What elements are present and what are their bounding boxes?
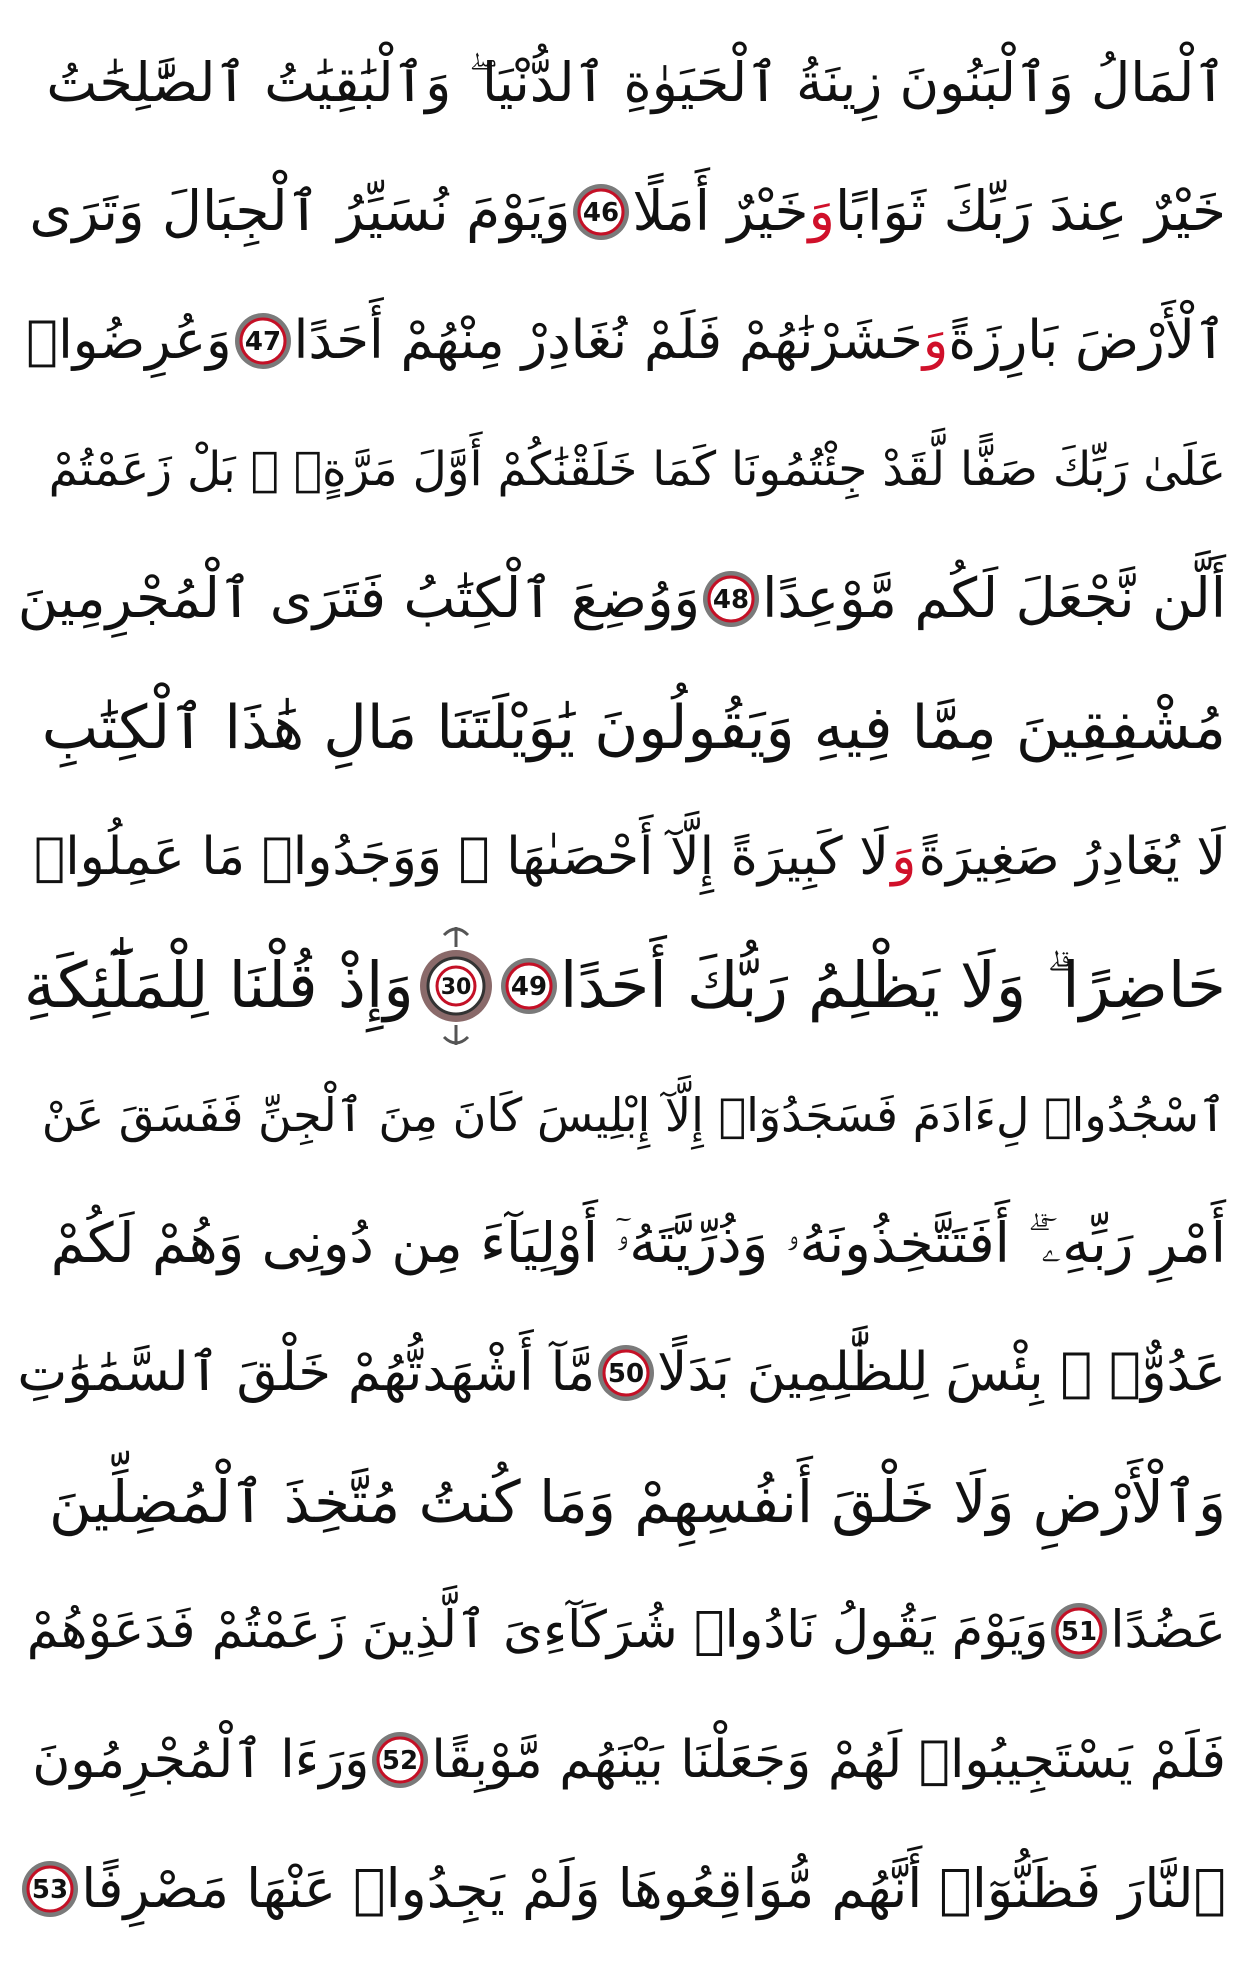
verse-text: ٱلنَّارَ فَظَنُّوٓا۟ أَنَّهُم مُّوَاقِعُوهَا وَلَمْ يَجِدُوا۟ عَنْهَا مَصْرِفًا xyxy=(81,1856,1226,1920)
verse-line xyxy=(34,1050,1226,1179)
ayah-number: 48 xyxy=(712,584,750,615)
verse-text: وَرَءَا ٱلْمُجْرِمُونَ xyxy=(32,1729,370,1790)
juz-number: 30 xyxy=(440,974,472,1000)
verse-line xyxy=(26,1566,1226,1695)
verse-line xyxy=(34,1437,1226,1566)
verse-text: خَيْرٌ عِندَ رَبِّكَ ثَوَابًا xyxy=(835,179,1226,243)
verse-text: وَيَوْمَ نُسَيِّرُ ٱلْجِبَالَ وَتَرَى xyxy=(29,179,571,243)
ayah-number: 51 xyxy=(1061,1616,1098,1647)
verse-text: حَشَرْنَٰهُمْ فَلَمْ نُغَادِرْ مِنْهُمْ أَحَدًا xyxy=(293,310,923,371)
ayah-number-marker xyxy=(1048,1600,1110,1662)
verse-line xyxy=(34,1179,1226,1308)
ayah-number-marker xyxy=(570,181,632,243)
verse-text: لَا يُغَادِرُ صَغِيرَةً xyxy=(918,826,1226,887)
verse-line xyxy=(26,276,1226,405)
verse-text: وَيَوْمَ يَقُولُ نَادُوا۟ شُرَكَآءِىَ ٱلَّذِينَ زَعَمْتُمْ فَدَعَوْهُمْ xyxy=(26,1601,1049,1660)
ayah-number-marker xyxy=(595,1342,657,1404)
verse-text: وَإِذْ قُلْنَا لِلْمَلَٰٓئِكَةِ xyxy=(23,949,414,1022)
ayah-number: 52 xyxy=(382,1745,419,1776)
verse-text: وَ xyxy=(891,826,917,887)
verse-text: وَوُضِعَ ٱلْكِتَٰبُ فَتَرَى ٱلْمُجْرِمِينَ xyxy=(17,566,701,630)
verse-text: أَلَّن نَّجْعَلَ لَكُم مَّوْعِدًا xyxy=(762,566,1226,630)
verse-text: وَ xyxy=(808,179,836,243)
verse-text: ٱلْمَالُ وَٱلْبَنُونَ زِينَةُ ٱلْحَيَوٰةِ ٱلدُّنْيَا ۖ وَٱلْبَٰقِيَٰتُ ٱلصَّٰلِحَٰتُ xyxy=(46,50,1226,114)
verse-text: عَدُوٌّۢ ۚ بِئْسَ لِلظَّٰلِمِينَ بَدَلًا xyxy=(657,1342,1226,1403)
verse-text: ٱلْأَرْضَ بَارِزَةً xyxy=(948,310,1226,371)
verse-line xyxy=(34,792,1226,921)
verse-line xyxy=(34,1695,1226,1824)
verse-line xyxy=(23,921,1226,1050)
verse-text: حَاضِرًا ۗ وَلَا يَظْلِمُ رَبُّكَ أَحَدًا xyxy=(559,949,1226,1022)
verse-text: فَلَمْ يَسْتَجِيبُوا۟ لَهُمْ وَجَعَلْنَا بَيْنَهُم مَّوْبِقًا xyxy=(431,1729,1226,1790)
verse-line xyxy=(17,1308,1226,1437)
verse-line xyxy=(34,663,1226,792)
ayah-number: 50 xyxy=(608,1358,645,1389)
ayah-number: 49 xyxy=(510,971,547,1002)
verse-text: أَمْرِ رَبِّهِۦٓ ۗ أَفَتَتَّخِذُونَهُۥ وَذُرِّيَّتَهُۥٓ أَوْلِيَآءَ مِن دُونِى وَهُمْ لَكُمْ xyxy=(50,1211,1226,1275)
verse-line xyxy=(34,18,1226,147)
ayah-number-marker xyxy=(19,1858,81,1920)
verse-text: عَلَىٰ رَبِّكَ صَفًّا لَّقَدْ جِئْتُمُونَا كَمَا خَلَقْنَٰكُمْ أَوَّلَ مَرَّةٍۭ ۚ بَلْ زَعَمْتُمْ xyxy=(48,442,1226,497)
ayah-number-marker xyxy=(232,310,294,372)
verse-text: مُشْفِقِينَ مِمَّا فِيهِ وَيَقُولُونَ يَٰوَيْلَتَنَا مَالِ هَٰذَا ٱلْكِتَٰبِ xyxy=(41,692,1226,763)
verse-line xyxy=(34,1824,1226,1953)
verse-text: لَا كَبِيرَةً إِلَّآ أَحْصَىٰهَا ۚ وَوَجَدُوا۟ مَا عَمِلُوا۟ xyxy=(34,826,889,887)
verse-text: خَيْرٌ أَمَلًا xyxy=(632,179,809,243)
verse-line xyxy=(34,405,1226,534)
ayah-number-marker xyxy=(498,955,560,1017)
ayah-number: 46 xyxy=(583,197,620,228)
verse-text: ٱسْجُدُوا۟ لِءَادَمَ فَسَجَدُوٓا۟ إِلَّآ إِبْلِيسَ كَانَ مِنَ ٱلْجِنِّ فَفَسَقَ عَنْ xyxy=(41,1087,1226,1142)
hizb-ornament-icon xyxy=(414,923,498,1049)
verse-text: عَضُدًا xyxy=(1110,1601,1226,1660)
verse-text: وَعُرِضُوا۟ xyxy=(26,310,232,371)
verse-line xyxy=(29,147,1226,276)
verse-text: وَ xyxy=(922,310,949,371)
verse-text: مَّآ أَشْهَدتُّهُمْ خَلْقَ ٱلسَّمَٰوَٰتِ xyxy=(17,1342,596,1403)
verse-line xyxy=(17,534,1226,663)
ayah-number-marker xyxy=(700,568,762,630)
ayah-number-marker xyxy=(369,1729,431,1791)
ayah-number: 53 xyxy=(32,1874,69,1905)
ayah-number: 47 xyxy=(244,326,281,357)
verse-text: وَٱلْأَرْضِ وَلَا خَلْقَ أَنفُسِهِمْ وَمَا كُنتُ مُتَّخِذَ ٱلْمُضِلِّينَ xyxy=(48,1467,1226,1536)
